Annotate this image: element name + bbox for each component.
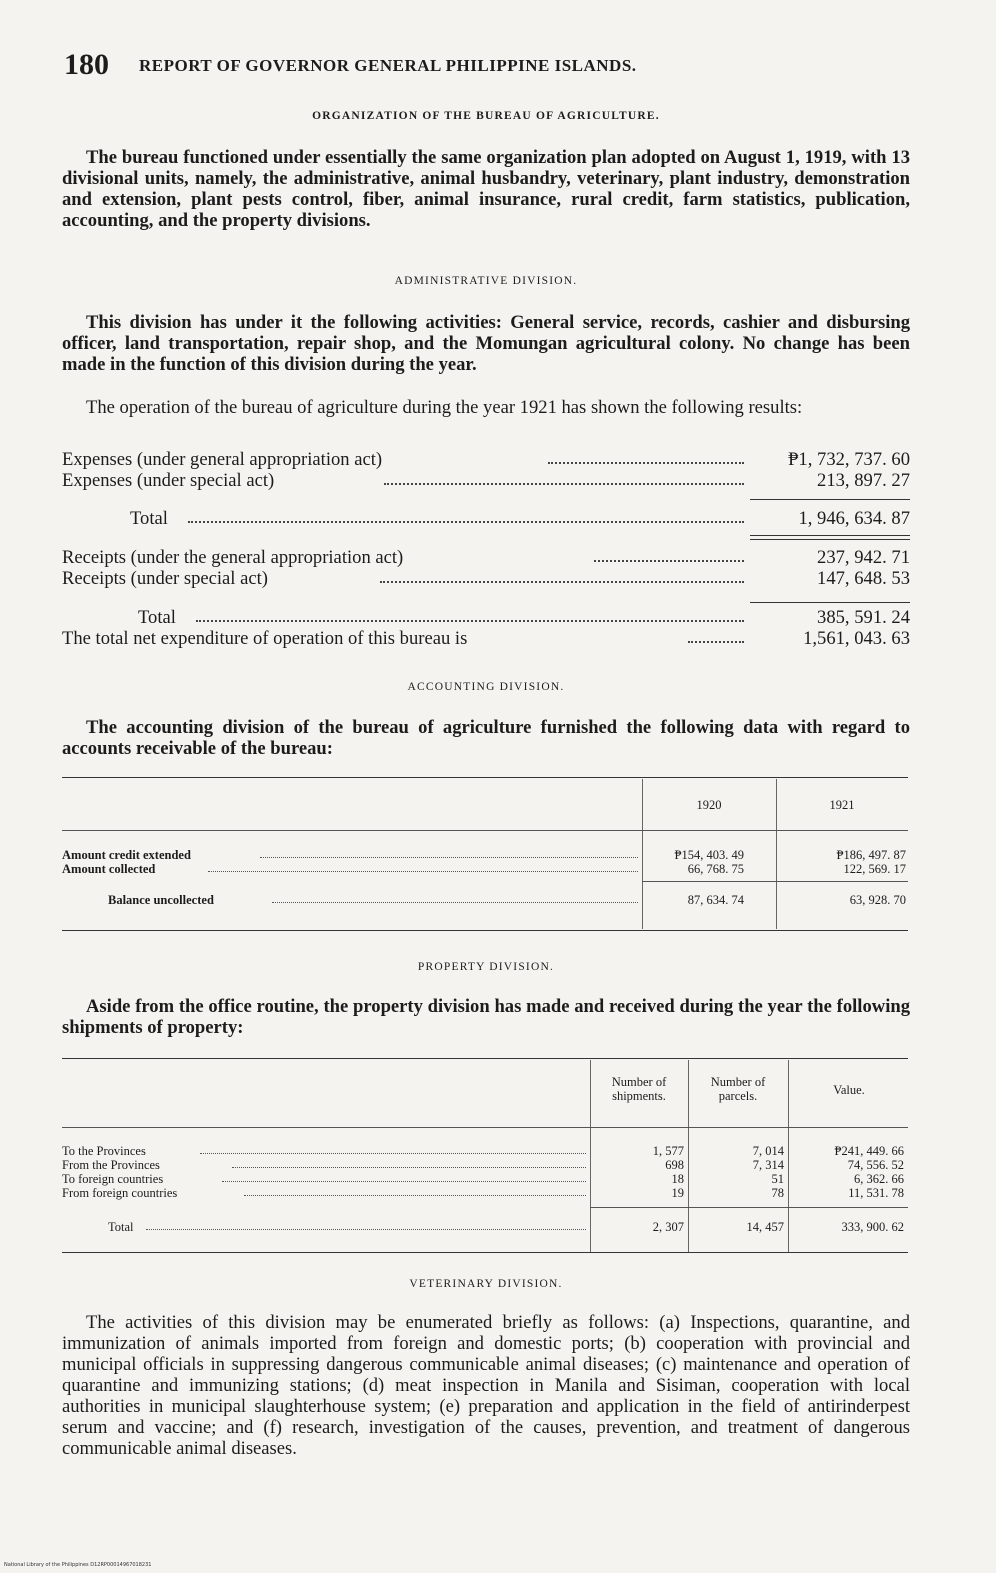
column-header-value: Value. (833, 1083, 865, 1097)
accounting-heading: ACCOUNTING DIVISION. (407, 681, 565, 693)
cell-value: 333, 900. 62 (841, 1220, 904, 1234)
cell-1921: ₱186, 497. 87 (836, 848, 906, 862)
cell-parcels: 14, 457 (746, 1220, 784, 1234)
dot-leader (272, 902, 638, 903)
property-heading: PROPERTY DIVISION. (417, 961, 555, 973)
ledger-label: Expenses (under general appropriation act) (62, 449, 383, 470)
table-bottom-rule (62, 1252, 908, 1253)
organization-paragraph: The bureau functioned under essentially the same organization plan adopted on August 1, 1919, with 13 divisional units, namely, the administrative, animal husbandry, veterinary, plant industry, demonstration and extension, plant pests control, fiber, animal insurance, rural credit, farm statistics, publication, accounting, and the property divisions. (62, 147, 910, 231)
cell-value: 74, 556. 52 (847, 1158, 904, 1172)
page-header (64, 48, 924, 82)
dot-leader (146, 1229, 586, 1230)
administrative-paragraph-1: This division has under it the following activities: General service, records, cashier and disbursing officer, land transportation, repair shop, and the Momungan agricultural colony. No change has been made in the function of this division during the year. (62, 312, 910, 375)
dot-leader (548, 462, 744, 464)
cell-1920: 66, 768. 75 (687, 862, 744, 876)
cell-1920: 87, 634. 74 (687, 893, 744, 907)
ledger-value: ₱1, 732, 737. 60 (788, 449, 910, 470)
page-number: 180 (64, 48, 109, 81)
ledger-value: 1, 946, 634. 87 (798, 508, 910, 529)
dot-leader (200, 1153, 586, 1154)
cell-shipments: 1, 577 (652, 1144, 684, 1158)
table-row (62, 1186, 908, 1200)
row-label: To the Provinces (62, 1144, 146, 1158)
dot-leader (208, 871, 638, 872)
table-row (62, 1144, 908, 1158)
cell-1921: 122, 569. 17 (843, 862, 906, 876)
cell-value: 6, 362. 66 (854, 1172, 904, 1186)
dot-leader (384, 483, 744, 485)
ledger-row-receipts-special (62, 568, 910, 589)
cell-1920: ₱154, 403. 49 (674, 848, 744, 862)
row-label: Amount collected (62, 862, 156, 876)
subtotal-rule (642, 881, 908, 882)
ledger-label: Receipts (under special act) (62, 568, 268, 589)
property-shipments-table (62, 1058, 908, 1256)
table-row (62, 862, 908, 876)
ledger-row-expenses-special (62, 470, 910, 491)
table-row (62, 848, 908, 862)
table-top-rule (62, 777, 908, 778)
column-header-1920: 1920 (696, 798, 722, 812)
cell-parcels: 51 (771, 1172, 784, 1186)
ledger-value: 385, 591. 24 (817, 607, 910, 628)
ledger-label: Total (130, 508, 168, 529)
ledger-row-expenses-general (62, 449, 910, 470)
footer-scan-info: National Library of the Philippines D12RP00014967018231 (4, 1562, 152, 1568)
accounting-paragraph: The accounting division of the bureau of agriculture furnished the following data with regard to accounts receivable of the bureau: (62, 717, 910, 759)
operations-ledger (62, 449, 910, 649)
header-rule (62, 830, 908, 831)
ledger-value: 237, 942. 71 (817, 547, 910, 568)
cell-value: ₱241, 449. 66 (834, 1144, 904, 1158)
dot-leader (222, 1181, 586, 1182)
row-label: Balance uncollected (108, 893, 214, 907)
property-paragraph: Aside from the office routine, the property division has made and received during the year the following shipments of property: (62, 996, 910, 1038)
running-title: REPORT OF GOVERNOR GENERAL PHILIPPINE ISLANDS. (139, 56, 637, 75)
ledger-label: Receipts (under the general appropriation act) (62, 547, 404, 568)
row-label: Total (108, 1220, 134, 1234)
dot-leader (594, 560, 744, 562)
table-total-row (62, 893, 908, 907)
dot-leader (260, 857, 638, 858)
table-row (62, 1158, 908, 1172)
ledger-label: The total net expenditure of operation of this bureau is (62, 628, 468, 649)
ledger-value: 147, 648. 53 (817, 568, 910, 589)
administrative-heading: ADMINISTRATIVE DIVISION. (394, 275, 578, 287)
table-bottom-rule (62, 930, 908, 931)
column-header-1921: 1921 (829, 798, 855, 812)
table-top-rule (62, 1058, 908, 1059)
ledger-label: Expenses (under special act) (62, 470, 275, 491)
cell-parcels: 7, 314 (752, 1158, 784, 1172)
organization-heading: ORGANIZATION OF THE BUREAU OF AGRICULTURE. (312, 110, 660, 122)
dot-leader (188, 521, 744, 523)
ledger-row-total-expenses (62, 508, 910, 529)
column-header-shipments: Number of shipments. (611, 1075, 667, 1103)
veterinary-paragraph: The activities of this division may be enumerated briefly as follows: (a) Inspections, quarantine, and immunization of animals imported from foreign and domestic ports; (b) cooperation with provincial and municipal officials in suppressing dangerous communicable animal diseases; (c) maintenance and operation of quarantine and immunizing stations; (d) meat inspection in Manila and Sisiman, cooperation with local authorities in municipal slaughterhouse system; (e) preparation and application in the field of antirinderpest serum and vaccine; and (f) research, investigation of the causes, prevention, and treatment of dangerous communicable animal diseases. (62, 1312, 910, 1459)
dot-leader (380, 581, 744, 583)
ledger-row-net-expenditure (62, 628, 910, 649)
cell-1921: 63, 928. 70 (849, 893, 906, 907)
table-row (62, 1172, 908, 1186)
cell-shipments: 698 (665, 1158, 684, 1172)
veterinary-heading: VETERINARY DIVISION. (409, 1278, 563, 1290)
ledger-double-rule (750, 535, 910, 540)
row-label: Amount credit extended (62, 848, 191, 862)
ledger-value: 213, 897. 27 (817, 470, 910, 491)
ledger-value: 1,561, 043. 63 (803, 628, 910, 649)
dot-leader (196, 620, 744, 622)
accounts-receivable-table (62, 777, 908, 933)
row-label: From the Provinces (62, 1158, 160, 1172)
header-rule (62, 1127, 908, 1128)
cell-shipments: 2, 307 (652, 1220, 684, 1234)
column-header-parcels: Number of parcels. (710, 1075, 766, 1103)
ledger-label: Total (138, 607, 176, 628)
cell-value: 11, 531. 78 (848, 1186, 904, 1200)
dot-leader (232, 1167, 586, 1168)
ledger-row-receipts-general (62, 547, 910, 568)
table-total-row (62, 1220, 908, 1234)
dot-leader (244, 1195, 586, 1196)
row-label: From foreign countries (62, 1186, 178, 1200)
cell-shipments: 19 (671, 1186, 684, 1200)
ledger-rule (750, 602, 910, 603)
subtotal-rule (590, 1207, 908, 1208)
cell-shipments: 18 (671, 1172, 684, 1186)
ledger-rule (750, 499, 910, 500)
row-label: To foreign countries (62, 1172, 164, 1186)
dot-leader (688, 641, 744, 643)
administrative-paragraph-2: The operation of the bureau of agriculture during the year 1921 has shown the following results: (86, 397, 803, 418)
cell-parcels: 78 (771, 1186, 784, 1200)
ledger-row-total-receipts (62, 607, 910, 628)
cell-parcels: 7, 014 (752, 1144, 784, 1158)
